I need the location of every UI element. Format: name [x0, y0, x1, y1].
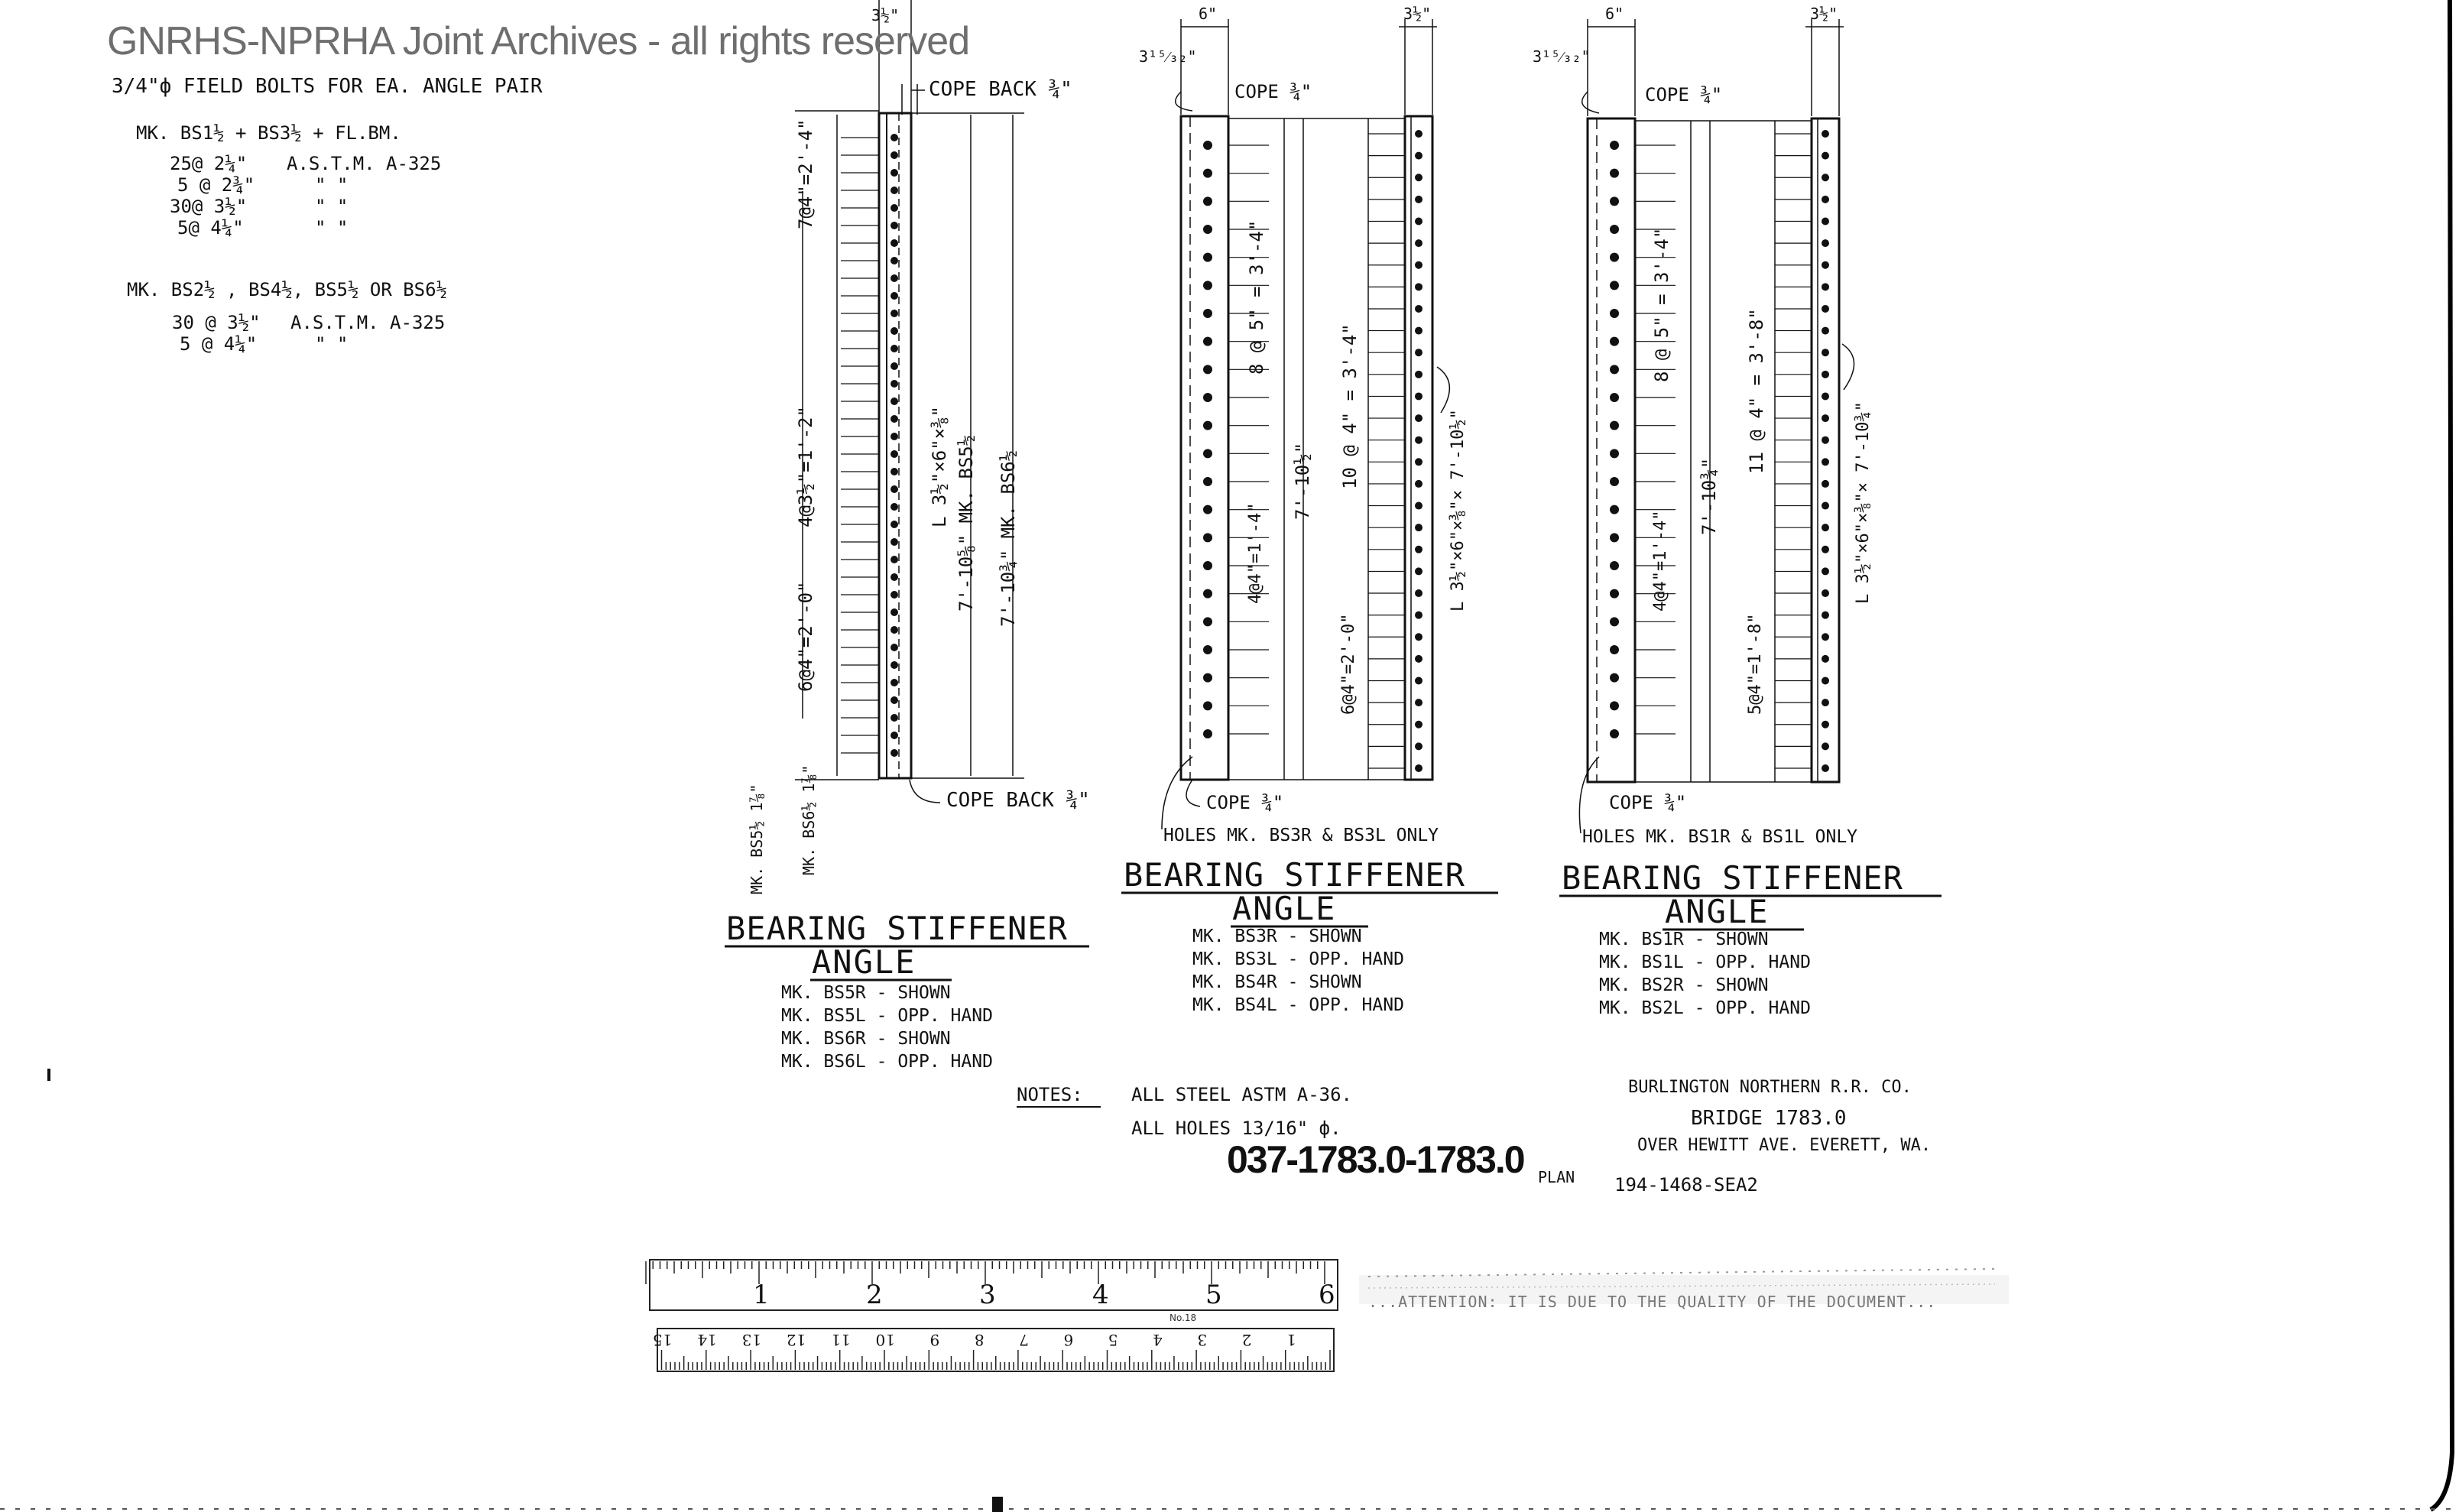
d1-hole-13	[890, 362, 898, 370]
d3-hole-right-23	[1822, 633, 1829, 641]
drawing-2-dim-top-left: 6"	[1199, 5, 1218, 23]
bridge-location: OVER HEWITT AVE. EVERETT, WA.	[1637, 1136, 1932, 1155]
d3-hole-right-11	[1822, 371, 1829, 378]
d2-hole-right-8	[1415, 305, 1423, 313]
d1-hole-21	[890, 503, 898, 511]
d2-hole-right-21	[1415, 589, 1423, 597]
d1-hole-23	[890, 538, 898, 546]
d2-hole-left-10	[1203, 421, 1212, 430]
d3-hole-left-0	[1610, 141, 1619, 150]
d2-hole-right-29	[1415, 764, 1423, 772]
d2-hole-right-27	[1415, 721, 1423, 728]
d2-hole-left-4	[1203, 253, 1212, 262]
d1-hole-34	[890, 732, 898, 739]
ruler-cm-label-6: 6	[1063, 1331, 1074, 1349]
d2-hole-left-6	[1203, 309, 1212, 318]
d3-hole-right-13	[1822, 414, 1829, 422]
d2-hole-right-7	[1415, 283, 1423, 290]
drawing-3-holes	[1610, 130, 1829, 772]
drawing-3-title-line1: BEARING STIFFENER	[1562, 859, 1903, 897]
d2-hole-right-2	[1415, 174, 1423, 181]
d1-hole-0	[890, 134, 898, 141]
d2-hole-left-0	[1203, 141, 1212, 150]
d3-hole-left-7	[1610, 337, 1619, 346]
d3-hole-left-20	[1610, 701, 1619, 710]
d2-hole-right-28	[1415, 742, 1423, 750]
drawing-1-cope-top: COPE BACK ¾"	[929, 78, 1072, 101]
drawing-2-mark-0: MK. BS3R - SHOWN	[1192, 926, 1362, 946]
d1-hole-6	[890, 239, 898, 247]
d3-hole-left-21	[1610, 729, 1619, 738]
drawing-1-holes	[890, 134, 898, 757]
d2-hole-right-16	[1415, 480, 1423, 488]
drawing-1-angle	[795, 0, 1024, 803]
drawing-3-vlabel-1: 4@4"=1'-4"	[1651, 510, 1670, 612]
ruler-cm-label-5: 5	[1108, 1331, 1118, 1349]
d3-hole-left-13	[1610, 505, 1619, 514]
d2-hole-left-8	[1203, 365, 1212, 374]
d1-hole-20	[890, 485, 898, 493]
bolt-group-1-spec-0: A.S.T.M. A-325	[287, 153, 442, 174]
drawing-2-vlabel-1: 4@4"=1'-4"	[1246, 502, 1265, 604]
bolt-group-1-qty-1: 5 @ 2¾"	[177, 174, 255, 196]
d2-hole-right-4	[1415, 217, 1423, 225]
d2-hole-right-13	[1415, 414, 1423, 422]
d1-hole-35	[890, 749, 898, 757]
drawing-3-angle	[1579, 19, 1854, 833]
drawing-2-vlabel-3: 10 @ 4" = 3'-4"	[1339, 323, 1361, 489]
ruler-inch-label-5: 5	[1205, 1280, 1222, 1310]
bolt-group-2-spec-1: " "	[315, 333, 349, 355]
ruler-inch-label-1: 1	[753, 1280, 770, 1310]
d2-hole-left-17	[1203, 617, 1212, 626]
drawing-3-mark-2: MK. BS2R - SHOWN	[1599, 975, 1769, 995]
d2-hole-right-0	[1415, 130, 1423, 138]
notes-label: NOTES:	[1017, 1084, 1083, 1105]
notes-line-0: ALL STEEL ASTM A-36.	[1131, 1084, 1352, 1105]
drawing-3-dim-side: 3¹⁵⁄₃₂"	[1533, 47, 1591, 66]
ruler-cm-label-7: 7	[1019, 1331, 1029, 1349]
d2-hole-left-5	[1203, 281, 1212, 290]
d1-hole-28	[890, 626, 898, 634]
d2-hole-right-14	[1415, 436, 1423, 444]
d2-hole-left-21	[1203, 729, 1212, 738]
d3-hole-left-3	[1610, 225, 1619, 234]
bolt-group-2-spec-0: A.S.T.M. A-325	[290, 312, 446, 333]
d2-hole-right-12	[1415, 392, 1423, 400]
ruler-maker-label: No.18	[1169, 1312, 1197, 1323]
drawing-2-mark-3: MK. BS4L - OPP. HAND	[1192, 995, 1404, 1015]
ruler-cm-label-4: 4	[1153, 1331, 1163, 1349]
ruler-cm-label-13: 13	[741, 1331, 762, 1349]
d3-hole-right-22	[1822, 612, 1829, 619]
ruler-inch-label-4: 4	[1092, 1280, 1109, 1310]
bolt-group-2-qty-0: 30 @ 3½"	[172, 312, 261, 333]
d1-hole-29	[890, 644, 898, 651]
ruler-cm-label-2: 2	[1241, 1331, 1252, 1349]
d2-hole-right-24	[1415, 655, 1423, 663]
ruler-inch-label-6: 6	[1319, 1280, 1335, 1310]
d1-hole-1	[890, 151, 898, 159]
drawing-2-dim-side: 3¹⁵⁄₃₂"	[1139, 47, 1197, 66]
bolt-group-2-qty-1: 5 @ 4¼"	[180, 333, 258, 355]
drawing-3-vlabel-0: 8 @ 5" = 3'-4"	[1651, 227, 1672, 382]
d3-hole-right-3	[1822, 196, 1829, 203]
d3-hole-right-16	[1822, 480, 1829, 488]
d3-hole-right-28	[1822, 742, 1829, 750]
d1-hole-17	[890, 433, 898, 440]
d3-hole-right-19	[1822, 546, 1829, 553]
d2-hole-left-20	[1203, 701, 1212, 710]
bolt-group-1-qty-2: 30@ 3½"	[170, 196, 248, 217]
ruler-cm-label-9: 9	[929, 1331, 940, 1349]
d2-hole-left-2	[1203, 196, 1212, 206]
d3-hole-right-25	[1822, 677, 1829, 685]
ruler-cm-label-15: 15	[653, 1331, 673, 1349]
d3-hole-right-2	[1822, 174, 1829, 181]
company-name: BURLINGTON NORTHERN R.R. CO.	[1628, 1078, 1912, 1097]
drawing-1-mark-0: MK. BS5R - SHOWN	[781, 983, 951, 1003]
drawing-1-mark-2: MK. BS6R - SHOWN	[781, 1029, 951, 1049]
d1-hole-5	[890, 222, 898, 229]
d1-hole-3	[890, 187, 898, 194]
bolt-group-1-spec-1: " "	[315, 174, 349, 196]
d3-hole-left-6	[1610, 309, 1619, 318]
d3-hole-right-24	[1822, 655, 1829, 663]
drawing-3-mark-1: MK. BS1L - OPP. HAND	[1599, 952, 1811, 972]
d3-hole-left-5	[1610, 281, 1619, 290]
d3-hole-right-12	[1822, 392, 1829, 400]
drawing-1-mark-1: MK. BS5L - OPP. HAND	[781, 1006, 993, 1026]
ruler-cm-label-8: 8	[974, 1331, 985, 1349]
d2-hole-right-22	[1415, 612, 1423, 619]
drawing-1-cope-bottom: COPE BACK ¾"	[946, 789, 1090, 812]
d3-hole-right-17	[1822, 502, 1829, 510]
watermark: GNRHS-NPRHA Joint Archives - all rights reserved	[107, 19, 970, 63]
d2-hole-left-15	[1203, 561, 1212, 570]
drawing-3-vlabel-5: L 3½"×6"×⅜"× 7'-10¾"	[1854, 401, 1873, 604]
drawing-1-vlabel-2: 6@4"=2'-0"	[795, 581, 816, 692]
d2-hole-right-26	[1415, 699, 1423, 706]
drawing-2-dim-top-right: 3½"	[1403, 5, 1432, 23]
d3-hole-left-4	[1610, 253, 1619, 262]
drawing-2-cope-top: COPE ¾"	[1234, 81, 1312, 102]
d1-hole-2	[890, 169, 898, 177]
d3-hole-left-10	[1610, 421, 1619, 430]
drawing-3-dim-top-right: 3½"	[1810, 5, 1838, 23]
d2-hole-right-19	[1415, 546, 1423, 553]
drawing-2-cope-bottom: COPE ¾"	[1206, 792, 1284, 813]
drawing-1-vlabel-3: L 3½"×6"×⅜"	[929, 406, 950, 527]
d3-hole-right-6	[1822, 261, 1829, 269]
d3-hole-right-14	[1822, 436, 1829, 444]
ruler-cm-label-14: 14	[697, 1331, 717, 1349]
notes-line-1: ALL HOLES 13/16" ф.	[1131, 1118, 1341, 1139]
drawing-1-vlabel-4: 7'-10⅝" MK. BS5½	[955, 434, 977, 612]
d2-hole-left-3	[1203, 225, 1212, 234]
drawing-number: 037-1783.0-1783.0	[1227, 1138, 1524, 1181]
d1-hole-24	[890, 556, 898, 563]
d1-hole-12	[890, 345, 898, 352]
drawing-2-title-line2: ANGLE	[1232, 890, 1337, 927]
plan-number: 194-1468-SEA2	[1614, 1174, 1758, 1196]
drawing-3-title-line2: ANGLE	[1665, 893, 1770, 930]
d3-hole-right-1	[1822, 152, 1829, 160]
d2-hole-right-9	[1415, 327, 1423, 335]
scan-mark-left	[47, 1069, 50, 1081]
drawing-3-cope-bottom: COPE ¾"	[1609, 792, 1687, 813]
d1-hole-22	[890, 521, 898, 528]
drawing-1-vlabel-1: 4@3½"=1'-2"	[795, 406, 816, 527]
d3-hole-left-1	[1610, 169, 1619, 178]
d1-hole-26	[890, 591, 898, 599]
d2-hole-left-18	[1203, 645, 1212, 654]
d3-hole-right-9	[1822, 327, 1829, 335]
drawing-1-vlabel-6: MK. BS5½ 1⅞"	[748, 784, 766, 894]
drawing-1-vlabel-0: 7@4"=2'-4"	[795, 118, 816, 229]
d1-hole-30	[890, 661, 898, 669]
d1-hole-25	[890, 573, 898, 581]
drawing-2-mark-1: MK. BS3L - OPP. HAND	[1192, 949, 1404, 969]
d2-hole-right-1	[1415, 152, 1423, 160]
d1-hole-27	[890, 608, 898, 616]
legibility-strip	[1359, 1269, 2009, 1311]
bolt-group-1-qty-0: 25@ 2¼"	[170, 153, 248, 174]
d3-hole-right-10	[1822, 349, 1829, 356]
d2-hole-right-15	[1415, 458, 1423, 466]
drawing-3-dim-top-left: 6"	[1605, 5, 1624, 23]
d2-hole-right-25	[1415, 677, 1423, 685]
d2-hole-left-19	[1203, 673, 1212, 683]
d2-hole-right-18	[1415, 524, 1423, 531]
bolt-notes-heading: 3/4"ф FIELD BOLTS FOR EA. ANGLE PAIR	[112, 75, 543, 98]
d1-hole-32	[890, 696, 898, 704]
legibility-note: ...ATTENTION: IT IS DUE TO THE QUALITY OF THE DOCUMENT...	[1368, 1293, 1937, 1311]
d1-hole-4	[890, 204, 898, 212]
d3-hole-right-29	[1822, 764, 1829, 772]
d3-hole-left-9	[1610, 393, 1619, 402]
d3-hole-right-8	[1822, 305, 1829, 313]
d3-hole-left-19	[1610, 673, 1619, 683]
d3-hole-right-27	[1822, 721, 1829, 728]
d3-hole-right-15	[1822, 458, 1829, 466]
d2-hole-left-14	[1203, 533, 1212, 542]
bolt-group-2-title: MK. BS2½ , BS4½, BS5½ OR BS6½	[127, 279, 448, 300]
page-edge-right	[2431, 0, 2452, 1510]
d1-hole-33	[890, 714, 898, 722]
ruler-inch-label-2: 2	[866, 1280, 883, 1310]
bolt-group-1-qty-3: 5@ 4¼"	[177, 217, 244, 238]
d2-hole-left-11	[1203, 449, 1212, 458]
d3-hole-right-4	[1822, 217, 1829, 225]
drawing-1-title-line2: ANGLE	[812, 943, 916, 981]
d1-hole-19	[890, 468, 898, 475]
d2-hole-right-17	[1415, 502, 1423, 510]
d2-hole-right-3	[1415, 196, 1423, 203]
d1-hole-10	[890, 310, 898, 317]
bolt-group-1-title: MK. BS1½ + BS3½ + FL.BM.	[136, 122, 401, 144]
bolt-group-1-spec-3: " "	[315, 217, 349, 238]
drawing-3-mark-0: MK. BS1R - SHOWN	[1599, 930, 1769, 949]
d1-hole-8	[890, 274, 898, 282]
ruler-cm-label-1: 1	[1286, 1331, 1296, 1349]
drawing-3-vlabel-2: 7'-10¾"	[1698, 457, 1720, 535]
d3-hole-right-26	[1822, 699, 1829, 706]
d3-hole-right-20	[1822, 567, 1829, 575]
drawing-1-mark-3: MK. BS6L - OPP. HAND	[781, 1052, 993, 1072]
d3-hole-right-21	[1822, 589, 1829, 597]
plan-label: PLAN	[1538, 1168, 1575, 1186]
drawing-2-vlabel-0: 8 @ 5" = 3'-4"	[1246, 219, 1267, 375]
ruler	[646, 1260, 1338, 1371]
d3-hole-right-7	[1822, 283, 1829, 290]
d3-hole-left-12	[1610, 477, 1619, 486]
d2-hole-left-12	[1203, 477, 1212, 486]
drawing-3-mark-3: MK. BS2L - OPP. HAND	[1599, 998, 1811, 1018]
d2-hole-left-16	[1203, 589, 1212, 599]
d1-hole-31	[890, 679, 898, 686]
d1-hole-7	[890, 257, 898, 264]
drawing-2-title-line1: BEARING STIFFENER	[1124, 856, 1465, 894]
drawing-3-vlabel-3: 11 @ 4" = 3'-8"	[1746, 308, 1767, 474]
ruler-cm-label-3: 3	[1197, 1331, 1208, 1349]
bridge-number: BRIDGE 1783.0	[1691, 1107, 1847, 1130]
d1-hole-16	[890, 415, 898, 423]
d1-hole-15	[890, 397, 898, 405]
d1-hole-9	[890, 292, 898, 300]
ruler-cm-label-10: 10	[875, 1331, 895, 1349]
d2-hole-right-5	[1415, 239, 1423, 247]
drawing-2-vlabel-2: 7'-10½"	[1292, 442, 1313, 520]
d3-hole-left-15	[1610, 561, 1619, 570]
d3-hole-right-5	[1822, 239, 1829, 247]
drawing-3-cope-top: COPE ¾"	[1645, 84, 1723, 105]
d3-hole-left-16	[1610, 589, 1619, 599]
d1-hole-14	[890, 380, 898, 388]
drawing-1-vlabel-7: MK. BS6½ 1⅞"	[800, 764, 818, 875]
d3-hole-left-17	[1610, 617, 1619, 626]
d3-hole-left-11	[1610, 449, 1619, 458]
d2-hole-right-23	[1415, 633, 1423, 641]
d2-hole-left-7	[1203, 337, 1212, 346]
scan-mark	[992, 1497, 1003, 1512]
d2-hole-left-9	[1203, 393, 1212, 402]
d3-hole-left-8	[1610, 365, 1619, 374]
d3-hole-left-18	[1610, 645, 1619, 654]
d2-hole-right-11	[1415, 371, 1423, 378]
d3-hole-right-18	[1822, 524, 1829, 531]
d2-hole-right-6	[1415, 261, 1423, 269]
d2-hole-left-1	[1203, 169, 1212, 178]
ruler-inch-label-3: 3	[979, 1280, 996, 1310]
drawing-1-title-line1: BEARING STIFFENER	[726, 910, 1068, 947]
drawing-2-vlabel-4: 6@4"=2'-0"	[1339, 613, 1358, 715]
d1-hole-18	[890, 450, 898, 458]
drawing-3-vlabel-4: 5@4"=1'-8"	[1746, 613, 1765, 715]
ruler-cm-label-12: 12	[786, 1331, 806, 1349]
d3-hole-right-0	[1822, 130, 1829, 138]
d2-hole-right-10	[1415, 349, 1423, 356]
drawing-2-mark-2: MK. BS4R - SHOWN	[1192, 972, 1362, 992]
d1-hole-11	[890, 327, 898, 335]
drawing-1-dim-top: 3½"	[871, 6, 900, 24]
d3-hole-left-2	[1610, 196, 1619, 206]
d2-hole-left-13	[1203, 505, 1212, 514]
drawing-2-vlabel-5: L 3½"×6"×⅜"× 7'-10½"	[1448, 409, 1468, 612]
d3-hole-left-14	[1610, 533, 1619, 542]
bolt-group-1-spec-2: " "	[315, 196, 349, 217]
drawing-3-holes-note: HOLES MK. BS1R & BS1L ONLY	[1582, 827, 1858, 847]
drawing-1-vlabel-5: 7'-10¾" MK. BS6½	[998, 449, 1019, 627]
drawing-2-holes-note: HOLES MK. BS3R & BS3L ONLY	[1163, 826, 1439, 845]
ruler-cm-label-11: 11	[831, 1331, 851, 1349]
d2-hole-right-20	[1415, 567, 1423, 575]
